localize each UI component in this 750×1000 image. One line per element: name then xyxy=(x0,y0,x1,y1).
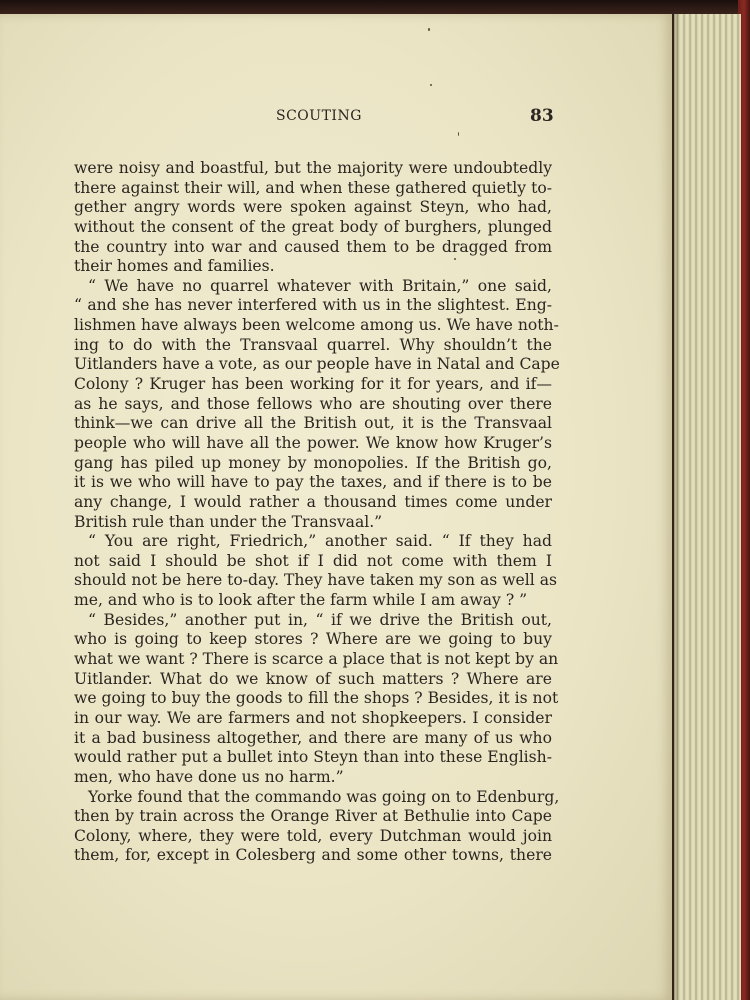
text-line: “ and she has never interfered with us in the slightest. Eng- xyxy=(74,296,552,315)
text-line: there against their will, and when these gathered quietly to- xyxy=(74,178,552,197)
text-line: the country into war and caused them to be dragged from xyxy=(74,237,552,256)
text-line: without the consent of the great body of burghers, plunged xyxy=(74,217,552,236)
text-line: what we want ? There is scarce a place that is not kept by an xyxy=(74,650,559,669)
text-line: lishmen have always been welcome among us. We have noth- xyxy=(74,316,559,335)
text-line: “ We have no quarrel whatever with Britain,” one said, xyxy=(88,276,552,295)
page-edges xyxy=(674,14,741,1000)
text-line: “ You are right, Friedrich,” another said. “ If they had xyxy=(88,532,552,551)
text-line: ing to do with the Transvaal quarrel. Why shouldn’t the xyxy=(74,335,552,354)
text-line: should not be here to-day. They have taken my son as well as xyxy=(74,571,558,590)
text-line: men, who have done us no harm.” xyxy=(74,767,344,786)
paper-speck xyxy=(458,132,459,136)
text-line: in our way. We are farmers and not shopkeepers. I consider xyxy=(74,708,552,727)
body-text xyxy=(74,159,560,866)
text-line: would rather put a bullet into Steyn than into these English- xyxy=(74,748,552,767)
text-line: we going to buy the goods to fill the shops ? Besides, it is not xyxy=(74,689,559,708)
running-head: SCOUTING xyxy=(276,108,362,124)
text-line: think—we can drive all the British out, it is the Transvaal xyxy=(74,414,552,433)
text-line: then by train across the Orange River at Bethulie into Cape xyxy=(74,807,552,826)
text-line: British rule than under the Transvaal.” xyxy=(74,512,383,531)
text-line: gang has piled up money by monopolies. If the British go, xyxy=(74,453,552,472)
text-line: as he says, and those fellows who are shouting over there xyxy=(74,394,552,413)
text-line: not said I should be shot if I did not come with them I xyxy=(74,551,552,570)
text-line: people who will have all the power. We know how Kruger’s xyxy=(74,433,552,452)
text-line: were noisy and boastful, but the majority were undoubtedly xyxy=(74,159,552,177)
paper-speck xyxy=(430,84,432,86)
paper-speck xyxy=(428,28,430,31)
text-line: it is we who will have to pay the taxes, and if there is to be xyxy=(74,473,552,492)
text-line: Colony, where, they were told, every Dutchman would join xyxy=(74,826,552,845)
page-header xyxy=(0,106,672,130)
text-line: their homes and families. xyxy=(74,257,275,276)
text-line: them, for, except in Colesberg and some other towns, there xyxy=(74,846,552,865)
text-line: gether angry words were spoken against Steyn, who had, xyxy=(74,198,552,217)
text-line: who is going to keep stores ? Where are we going to buy xyxy=(74,630,552,649)
text-line: Uitlanders have a vote, as our people have in Natal and Cape xyxy=(74,355,560,374)
text-line: Yorke found that the commando was going on to Edenburg, xyxy=(88,787,560,806)
text-line: “ Besides,” another put in, “ if we drive the British out, xyxy=(88,610,552,629)
text-line: me, and who is to look after the farm while I am away ? ” xyxy=(74,591,528,610)
text-line: Uitlander. What do we know of such matters ? Where are xyxy=(74,669,552,688)
page-number: 83 xyxy=(530,106,554,126)
text-line: it a bad business altogether, and there are many of us who xyxy=(74,728,552,747)
book-page xyxy=(0,14,672,1000)
text-line: any change, I would rather a thousand times come under xyxy=(74,492,552,511)
book-background-top xyxy=(0,0,750,14)
text-line: Colony ? Kruger has been working for it for years, and if— xyxy=(74,375,552,394)
